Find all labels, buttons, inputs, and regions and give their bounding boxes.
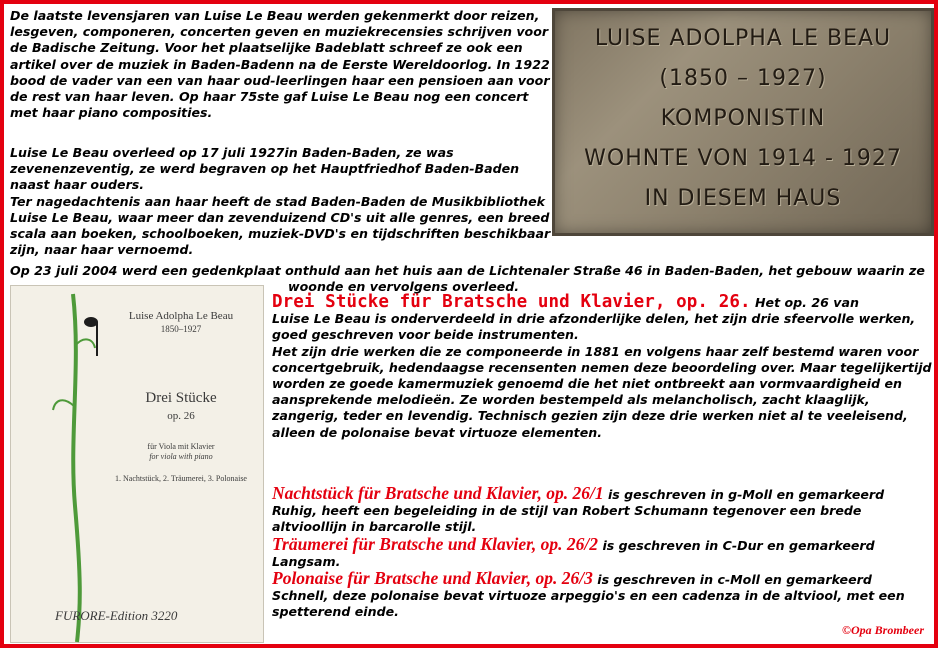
plaque-line: KOMPONISTIN <box>660 106 826 131</box>
parts-list <box>272 485 934 621</box>
part-title: Nachtstück für Bratsche und Klavier, op. 26/1 <box>272 483 604 503</box>
part-key: is geschreven in C-Dur en gemarkeerd <box>598 537 875 553</box>
part-item <box>272 533 934 570</box>
intro-paragraph-1: De laatste levensjaren van Luise Le Beau werden gekenmerkt door reizen, lesgeven, componeren, concerten geven en muziekrecensies schrijven voor de Badische Zeitung. Voor het plaatselijke Badeblatt schreef ze ook een artikel over de muziek in Baden-Badenn na de Eerste Wereldoorlog. In 1922 bood de vader van een van haar oud-leerlingen haar een pensioen aan voor de rest van haar leven. Op haar 75ste gaf Luise Le Beau nog een concert met haar piano composities. <box>10 8 550 121</box>
part-key: is geschreven in c-Moll en gemarkeerd <box>592 572 872 588</box>
library-text: Ter nagedachtenis aan haar heeft de stad Baden-Baden de Musikbibliothek Luise Le Beau, waar meer dan zevenduizend CD's uit alle genres, een breed scala aan boeken, schoolboeken, muziek-DVD's en tijdschriften beschikbaar zijn, naar haar vernoemd. <box>10 193 551 258</box>
death-text: Luise Le Beau overleed op 17 juli 1927in Baden-Baden, ze was zevenenzeventig, ze werd begraven op het Hauptfriedhof Baden-Baden naast haar ouders. <box>10 145 520 193</box>
work-body-2: Het zijn drie werken die ze componeerde in 1881 en volgens haar zelf bestemd waren voor concertgebruik, hedendaagse recensenten nemen deze beoordeling over. Maar tegelijkertijd worden ze goede kamermuziek genoemd die het niet ontbreekt aan vormvaardigheid en aansprekende melodieën. Ze worden bestempeld als melancholisch, zacht klaaglijk, zangerig, teder en levendig. Technisch gezien zijn deze drie werken niet al te veeleisend, alleen de polonaise bevat virtuoze elementen. <box>272 343 932 440</box>
part-title: Polonaise für Bratsche und Klavier, op. 26/3 <box>272 568 593 589</box>
work-description <box>272 294 934 441</box>
part-description: Ruhig, heeft een begeleiding in de stijl van Robert Schumann tegenover een brede altvioollijn in barcarolle stijl. <box>272 503 862 535</box>
plaque-line: LUISE ADOLPHA LE BEAU <box>594 26 892 51</box>
plaque-line: IN DIESEM HAUS <box>644 186 842 211</box>
part-item <box>272 485 934 536</box>
cover-vine-art <box>11 286 265 644</box>
part-item <box>272 570 934 621</box>
signature: ©Opa Brombeer <box>842 623 924 637</box>
work-title: Drei Stücke für Bratsche und Klavier, op. 26. <box>272 292 751 312</box>
part-key: is geschreven in g-Moll en gemarkeerd <box>603 487 885 502</box>
work-intro-tail: Het op. 26 van <box>755 295 859 310</box>
part-description: Schnell, deze polonaise bevat virtuoze arpeggio's en een cadenza in de altviool, met een spetterend einde. <box>272 588 905 620</box>
cover-composer: Luise Adolpha Le Beau <box>128 310 234 322</box>
unveiling-line-2: woonde en vervolgens overleed. <box>288 279 520 295</box>
cover-instrumentation-en: for viola with piano <box>149 452 213 461</box>
cover-contents: 1. Nachtstück, 2. Träumerei, 3. Polonaise <box>115 474 247 483</box>
plaque-line: WOHNTE VON 1914 - 1927 <box>584 146 902 171</box>
memorial-plaque-image <box>552 8 934 236</box>
plaque-line: (1850 – 1927) <box>659 66 827 91</box>
score-cover-image <box>10 285 264 643</box>
part-description: Langsam. <box>272 553 341 569</box>
work-body-1: Luise Le Beau is onderverdeeld in drie afzonderlijke delen, het zijn drie sfeervolle werken, goed geschreven voor beide instrumenten. <box>272 311 916 343</box>
cover-opus: op. 26 <box>167 410 195 422</box>
cover-instrumentation: für Viola mit Klavier <box>147 442 215 451</box>
intro-paragraph-2 <box>10 145 552 258</box>
part-title: Träumerei für Bratsche und Klavier, op. 26/2 <box>272 533 599 554</box>
cover-years: 1850–1927 <box>160 324 202 334</box>
cover-title: Drei Stücke <box>145 390 217 406</box>
cover-publisher: FURORE-Edition 3220 <box>55 608 178 623</box>
unveiling-line-1: Op 23 juli 2004 werd een gedenkplaat onthuld aan het huis aan de Lichtenaler Straße 46 in Baden-Baden, het gebouw waarin ze <box>10 263 925 278</box>
